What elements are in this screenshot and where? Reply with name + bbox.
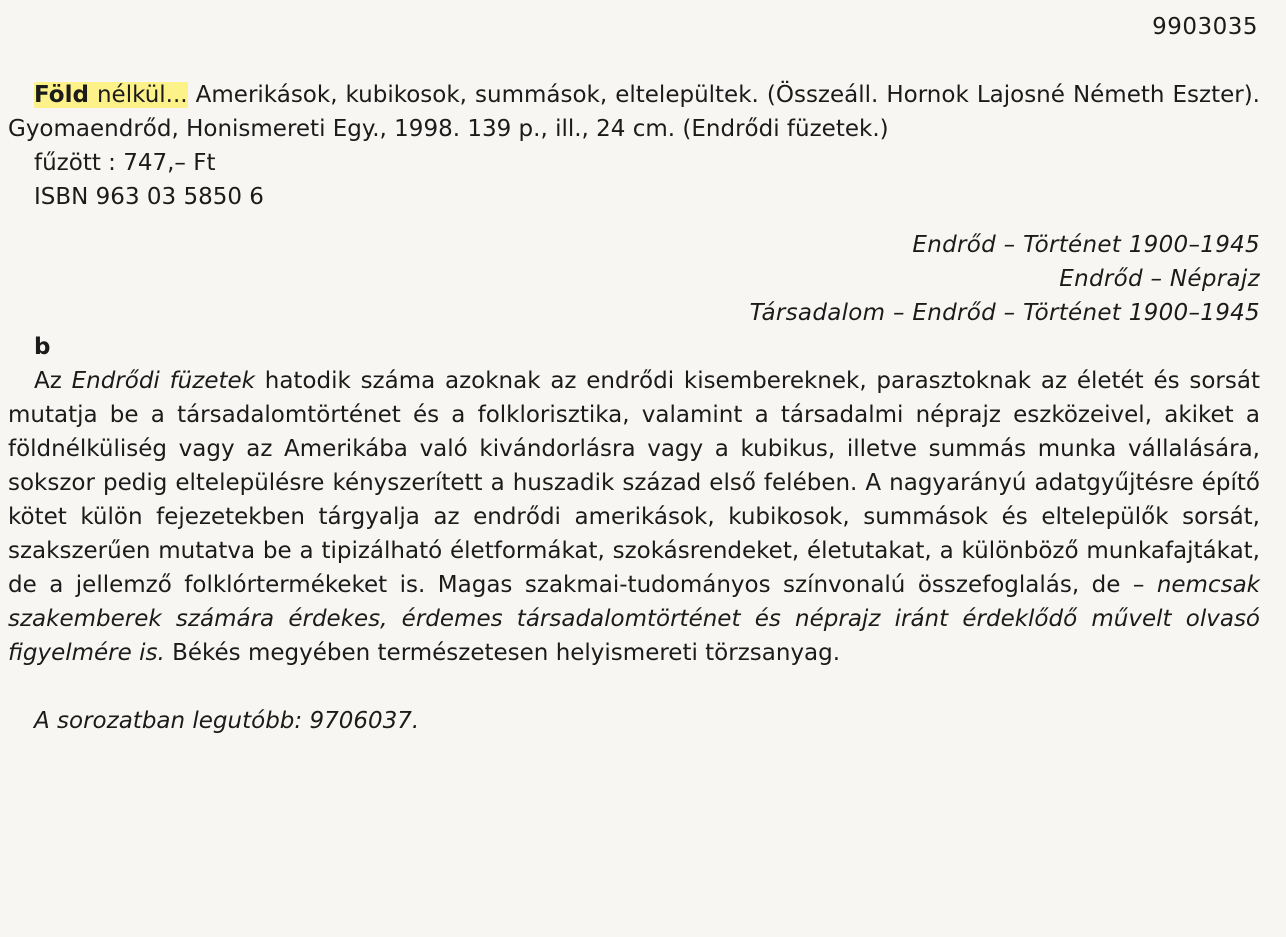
abstract-part: Békés megyében természetesen helyismereti törzsanyag.: [164, 640, 841, 666]
abstract-series-title: Endrődi füzetek: [71, 368, 255, 394]
subject-heading: Társadalom – Endrőd – Történet 1900–1945: [749, 300, 1260, 326]
abstract-italic-phrase: nemcsak szakemberek számára érdekes, érdemes társadalomtörténet és néprajz iránt érdeklődő művelt olvasó figyelmére is.: [8, 572, 1260, 666]
highlighted-title: [34, 82, 188, 108]
title-rest: nélkül...: [88, 82, 188, 108]
abstract-part: hatodik száma azoknak az endrődi kisembereknek, parasztoknak az életét és sorsát mutatja be a társadalomtörténet és a folklorisztika, valamint a társadalmi néprajz eszközeivel, akiket a földnélküliség vagy az Amerikába való kivándorlásra vagy a kubikus, illetve summás munka vállalására, sokszor pedig eltelepülésre kényszerített a huszadik század első felében. A nagyarányú adatgyűjtésre építő kötet külön fejezetekben tárgyalja az endrődi amerikások, kubikosok, summások és eltelepülők sorsát, szakszerűen mutatva be a tipizálható életformákat, szokásrendeket, életutakat, a különböző munkafajtákat, de a jellemző folklórtermékeket is. Magas szakmai-tudományos színvonalú összefoglalás, de –: [8, 368, 1260, 598]
subject-heading: Endrőd – Történet 1900–1945: [912, 232, 1260, 258]
binding-price: fűzött : 747,– Ft: [34, 150, 216, 176]
isbn: ISBN 963 03 5850 6: [34, 184, 264, 210]
catalog-entry: [8, 78, 1260, 738]
record-id: 9903035: [1152, 14, 1258, 40]
main-entry: [8, 78, 1260, 146]
series-note: A sorozatban legutóbb: 9706037.: [34, 708, 420, 734]
abstract-part: Az: [34, 368, 72, 394]
abstract: [8, 364, 1260, 670]
subject-headings: [8, 228, 1260, 330]
classification-letter: b: [34, 334, 51, 360]
title-word: Föld: [34, 82, 89, 108]
subject-heading: Endrőd – Néprajz: [1059, 266, 1260, 292]
entry-description: Amerikások, kubikosok, summások, eltelepültek. (Összeáll. Hornok Lajosné Németh Eszter). Gyomaendrőd, Honismereti Egy., 1998. 139 p., ill., 24 cm. (Endrődi füzetek.): [8, 82, 1260, 142]
